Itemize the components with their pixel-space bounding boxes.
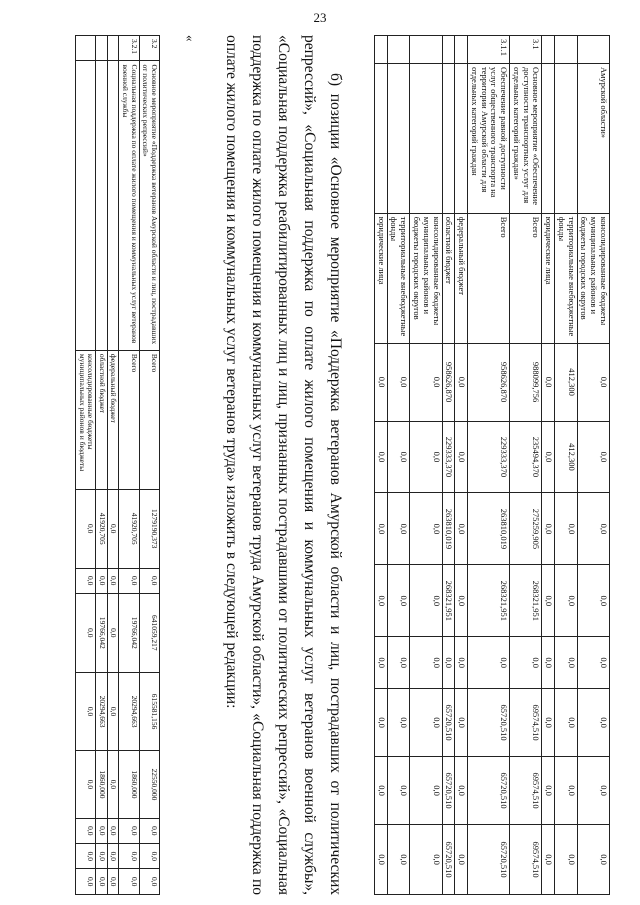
value-cell: 0,0 — [455, 637, 468, 689]
table-row — [119, 36, 139, 895]
value-cell: 0,0 — [455, 343, 468, 421]
value-cell: 0,0 — [387, 565, 410, 637]
measure-name-cell — [107, 61, 119, 350]
row-number-cell — [555, 36, 578, 64]
value-cell: 0,0 — [76, 869, 96, 895]
value-cell: 0,0 — [455, 825, 468, 895]
value-cell: 263810,019 — [468, 493, 510, 565]
value-cell: 0,0 — [410, 343, 442, 421]
value-cell: 263810,019 — [442, 493, 455, 565]
value-cell: 0,0 — [577, 689, 609, 757]
value-cell: 0,0 — [577, 343, 609, 421]
value-cell: 0,0 — [555, 493, 578, 565]
value-cell: 0,0 — [410, 565, 442, 637]
value-cell: 65720,510 — [442, 689, 455, 757]
value-cell: 0,0 — [410, 637, 442, 689]
funding-source-cell: консолидированные бюджеты муниципальных районов и бюджеты городских округов — [577, 213, 609, 343]
value-cell: 0,0 — [577, 565, 609, 637]
value-cell: 275259,905 — [510, 493, 542, 565]
value-cell: 0,0 — [555, 757, 578, 825]
value-cell: 0,0 — [577, 825, 609, 895]
value-cell: 0,0 — [577, 493, 609, 565]
funding-source-cell: территориальные внебюджетные фонды — [387, 213, 410, 343]
value-cell: 0,0 — [555, 565, 578, 637]
value-cell: 0,0 — [139, 818, 159, 843]
rotated-page-content — [10, 35, 610, 895]
value-cell: 0,0 — [107, 869, 119, 895]
funding-source-cell: территориальные внебюджетные фонды — [555, 213, 578, 343]
measure-name-cell — [387, 63, 410, 213]
value-cell: 0,0 — [374, 689, 387, 757]
measure-name-cell — [542, 63, 555, 213]
value-cell: 0,0 — [96, 844, 108, 869]
row-number-cell — [96, 36, 108, 61]
funding-source-cell: Всего — [468, 213, 510, 343]
funding-source-cell: консолидированные бюджеты муниципальных районов и бюджеты городских округов — [410, 213, 442, 343]
row-number-cell — [577, 36, 609, 64]
value-cell: 641059,217 — [139, 593, 159, 672]
value-cell: 0,0 — [577, 421, 609, 493]
value-cell: 0,0 — [387, 421, 410, 493]
value-cell: 0,0 — [139, 568, 159, 593]
value-cell: 0,0 — [410, 493, 442, 565]
table-row — [139, 36, 159, 895]
page-number: 23 — [313, 10, 327, 25]
value-cell: 0,0 — [542, 689, 555, 757]
value-cell: 0,0 — [119, 568, 139, 593]
value-cell: 0,0 — [107, 568, 119, 593]
value-cell: 229333,370 — [442, 421, 455, 493]
value-cell: 0,0 — [107, 751, 119, 818]
value-cell: 0,0 — [76, 751, 96, 818]
funding-source-cell: юридические лица — [542, 213, 555, 343]
measure-name-cell — [555, 63, 578, 213]
value-cell: 65720,510 — [468, 757, 510, 825]
value-cell: 19766,042 — [96, 593, 108, 672]
value-cell: 65720,510 — [442, 825, 455, 895]
funding-source-cell: федеральный бюджет — [107, 350, 119, 489]
value-cell: 0,0 — [76, 489, 96, 568]
value-cell: 0,0 — [442, 637, 455, 689]
value-cell: 0,0 — [387, 825, 410, 895]
row-number-cell: 3.2 — [139, 36, 159, 61]
value-cell: 0,0 — [555, 637, 578, 689]
value-cell: 69574,510 — [510, 825, 542, 895]
measure-name-cell — [374, 63, 387, 213]
amendment-paragraph — [218, 35, 348, 895]
value-cell: 0,0 — [455, 421, 468, 493]
value-cell: 0,0 — [107, 818, 119, 843]
value-cell: 268321,951 — [510, 565, 542, 637]
value-cell: 65720,510 — [468, 825, 510, 895]
value-cell: 0,0 — [119, 818, 139, 843]
table-row — [76, 36, 96, 895]
value-cell: 0,0 — [455, 689, 468, 757]
row-number-cell — [455, 36, 468, 64]
funding-source-cell: Всего — [119, 350, 139, 489]
table-row — [455, 36, 468, 895]
value-cell: 0,0 — [76, 844, 96, 869]
value-cell: 1860,000 — [96, 751, 108, 818]
funding-source-cell: консолидированные бюджеты муниципальных районов и бюджеты — [76, 350, 96, 489]
value-cell: 0,0 — [107, 844, 119, 869]
measure-name-cell: Обеспечение равной доступности услуг общественного транспорта на территории Амурской области для отдельных категорий граждан — [468, 63, 510, 213]
value-cell: 0,0 — [577, 637, 609, 689]
value-cell: 0,0 — [119, 869, 139, 895]
value-cell: 0,0 — [510, 637, 542, 689]
table-row — [107, 36, 119, 895]
value-cell: 0,0 — [96, 818, 108, 843]
measure-name-cell — [442, 63, 455, 213]
measure-name-cell — [76, 61, 96, 350]
table-row — [577, 36, 609, 895]
value-cell: 988099,756 — [510, 343, 542, 421]
measure-name-cell — [96, 61, 108, 350]
value-cell: 235494,370 — [510, 421, 542, 493]
value-cell: 0,0 — [410, 689, 442, 757]
open-quote: « — [183, 35, 198, 42]
measure-name-cell — [410, 63, 442, 213]
funding-source-cell: Всего — [510, 213, 542, 343]
amendment-text: б) позиции «Основное мероприятие «Поддержка ветеранов Амурской области и лиц, пострадавших от политических репрессий», «Социальная поддержка по оплате жилого помещения и коммунальных услуг ветеранов военной службы», «Социальная поддержка реабилитированных лиц и лиц, признанных пострадавшими от политических репрессий», «Социальная поддержка по оплате жилого помещения и коммунальных услуг ветеранов труда Амурской области», «Социальная поддержка по оплате жилого помещения и коммунальных услуг ветеранов труда» изложить в следующей редакции: — [223, 35, 344, 895]
value-cell: 0,0 — [76, 593, 96, 672]
value-cell: 0,0 — [387, 689, 410, 757]
value-cell: 0,0 — [455, 565, 468, 637]
funding-source-cell: областной бюджет — [442, 213, 455, 343]
row-number-cell — [107, 36, 119, 61]
value-cell: 0,0 — [542, 637, 555, 689]
value-cell: 0,0 — [410, 421, 442, 493]
value-cell: 268321,951 — [442, 565, 455, 637]
value-cell: 19766,042 — [119, 593, 139, 672]
value-cell: 958626,870 — [442, 343, 455, 421]
funding-source-cell: федеральный бюджет — [455, 213, 468, 343]
value-cell: 65720,510 — [442, 757, 455, 825]
table-row — [374, 36, 387, 895]
measure-name-cell: Основное мероприятие «Обеспечение доступности транспортных услуг для отдельных категорий граждан» — [510, 63, 542, 213]
budget-table-bottom — [75, 35, 160, 895]
table-row — [96, 36, 108, 895]
value-cell: 0,0 — [410, 825, 442, 895]
value-cell: 22550,000 — [139, 751, 159, 818]
table-row — [410, 36, 442, 895]
value-cell: 0,0 — [455, 757, 468, 825]
measure-name-cell — [455, 63, 468, 213]
row-number-cell — [410, 36, 442, 64]
value-cell: 0,0 — [468, 637, 510, 689]
value-cell: 69574,510 — [510, 689, 542, 757]
table-row — [442, 36, 455, 895]
value-cell: 0,0 — [555, 689, 578, 757]
value-cell: 41920,705 — [96, 489, 108, 568]
row-number-cell: 3.2.1 — [119, 36, 139, 61]
value-cell: 0,0 — [374, 343, 387, 421]
value-cell: 0,0 — [577, 757, 609, 825]
value-cell: 0,0 — [542, 825, 555, 895]
value-cell: 0,0 — [139, 869, 159, 895]
value-cell: 0,0 — [119, 844, 139, 869]
value-cell: 0,0 — [374, 565, 387, 637]
row-number-cell: 3.1.1 — [468, 36, 510, 64]
funding-source-cell: юридические лица — [374, 213, 387, 343]
value-cell: 1279190,373 — [139, 489, 159, 568]
measure-name-cell: Амурской области» — [577, 63, 609, 213]
value-cell: 0,0 — [374, 637, 387, 689]
value-cell: 0,0 — [387, 757, 410, 825]
value-cell: 0,0 — [374, 421, 387, 493]
value-cell: 0,0 — [76, 818, 96, 843]
value-cell: 0,0 — [96, 869, 108, 895]
table-row — [468, 36, 510, 895]
value-cell: 0,0 — [387, 343, 410, 421]
value-cell: 0,0 — [410, 757, 442, 825]
measure-name-cell: Основное мероприятие «Поддержка ветеранов Амурской области и лиц, пострадавших от политических репрессий» — [139, 61, 159, 350]
value-cell: 412,300 — [555, 421, 578, 493]
value-cell: 268321,951 — [468, 565, 510, 637]
value-cell: 0,0 — [374, 757, 387, 825]
measure-name-cell: Социальная поддержка по оплате жилого помещения и коммунальных услуг ветеранов военной службы — [119, 61, 139, 350]
value-cell: 229333,370 — [468, 421, 510, 493]
table-row — [542, 36, 555, 895]
value-cell: 0,0 — [76, 568, 96, 593]
value-cell: 0,0 — [542, 421, 555, 493]
value-cell: 20294,663 — [119, 672, 139, 751]
value-cell: 0,0 — [542, 565, 555, 637]
row-number-cell — [374, 36, 387, 64]
value-cell: 0,0 — [455, 493, 468, 565]
value-cell: 0,0 — [107, 672, 119, 751]
value-cell: 0,0 — [542, 343, 555, 421]
value-cell: 412,300 — [555, 343, 578, 421]
value-cell: 1860,000 — [119, 751, 139, 818]
funding-source-cell: Всего — [139, 350, 159, 489]
row-number-cell: 3.1 — [510, 36, 542, 64]
value-cell: 0,0 — [555, 825, 578, 895]
row-number-cell — [542, 36, 555, 64]
value-cell: 69574,510 — [510, 757, 542, 825]
value-cell: 20294,663 — [96, 672, 108, 751]
table-row — [387, 36, 410, 895]
row-number-cell — [76, 36, 96, 61]
value-cell: 0,0 — [374, 825, 387, 895]
value-cell: 958626,870 — [468, 343, 510, 421]
table-row — [555, 36, 578, 895]
value-cell: 0,0 — [387, 493, 410, 565]
value-cell: 41920,705 — [119, 489, 139, 568]
row-number-cell — [442, 36, 455, 64]
value-cell: 0,0 — [76, 672, 96, 751]
value-cell: 0,0 — [374, 493, 387, 565]
value-cell: 0,0 — [139, 844, 159, 869]
value-cell: 0,0 — [96, 568, 108, 593]
value-cell: 65720,510 — [468, 689, 510, 757]
value-cell: 0,0 — [387, 637, 410, 689]
table-row — [510, 36, 542, 895]
value-cell: 0,0 — [107, 489, 119, 568]
value-cell: 0,0 — [542, 757, 555, 825]
value-cell: 615581,156 — [139, 672, 159, 751]
funding-source-cell: областной бюджет — [96, 350, 108, 489]
value-cell: 0,0 — [542, 493, 555, 565]
value-cell: 0,0 — [107, 593, 119, 672]
budget-table-top — [374, 35, 610, 895]
row-number-cell — [387, 36, 410, 64]
